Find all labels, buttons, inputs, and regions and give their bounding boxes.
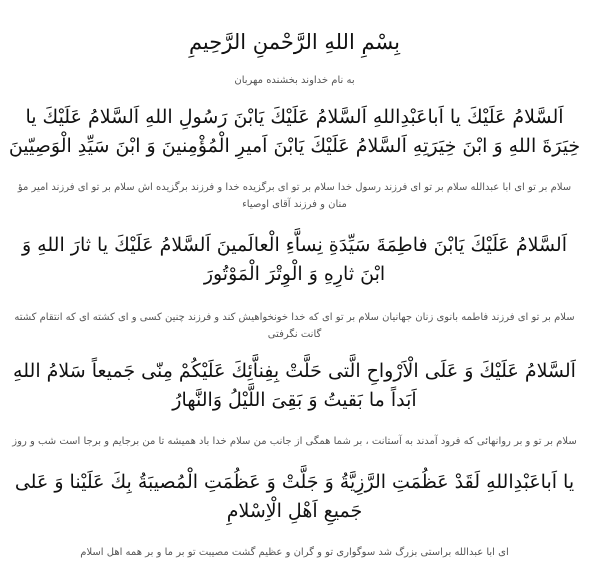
arabic-passage-3: اَلسَّلامُ عَلَيْكَ وَ عَلَى الْاَرْواحِ الَّتى حَلَّتْ بِفِناَّئِكَ عَلَيْكُمْ مِنّى جَميعاً سَلامُ اللهِ اَبَداً ما بَقيتُ وَ بَقِىَ اللَّيْلُ وَالنَّهارُ bbox=[13, 360, 576, 411]
persian-translation-1: سلام بر تو ای ابا عبدالله سلام بر تو ای فرزند رسول خدا سلام بر تو ای برگزیده خدا و فرزند برگزیده اش سلام بر تو ای فرزند امیر مؤ منان و فرزند آقای اوصیاء bbox=[17, 182, 572, 210]
persian-translation-3: سلام بر تو و بر روانهائی که فرود آمدند به آستانت ، بر شما همگی از جانب من سلام خدا باد همیشه تا من برجایم و برجا است شب و روز bbox=[12, 436, 577, 447]
persian-translation-4: ای ابا عبدالله براستی بزرگ شد سوگواری تو و گران و عظیم گشت مصیبت تو بر ما و بر همه اهل اسلام bbox=[80, 547, 509, 558]
arabic-passage-1: اَلسَّلامُ عَلَيْكَ يا اَباعَبْدِاللهِ اَلسَّلامُ عَلَيْكَ يَابْنَ رَسُولِ اللهِ اَلسَّلامُ عَلَيْكَ يا خِيَرَةَ اللهِ وَ ابْنَ خِيَرَتِهِ اَلسَّلامُ عَلَيْكَ يَابْنَ اَميرِ الْمُؤْمِنينَ وَ ابْنَ سَيِّدِ الْوَصِيّينَ bbox=[8, 106, 581, 157]
persian-translation-2: سلام بر تو ای فرزند فاطمه بانوی زنان جهانیان سلام بر تو ای که خدا خونخواهیش کند و فرزند چنین کسی و ای کشته ای که انتقام کشته گانت نگرفتی bbox=[14, 312, 575, 340]
bismillah-heading: بِسْمِ اللهِ الرَّحْمنِ الرَّحِيمِ bbox=[188, 30, 401, 54]
arabic-passage-4: يا اَباعَبْدِاللهِ لَقَدْ عَظُمَتِ الرَّزِيَّةُ وَ جَلَّتْ وَ عَظُمَتِ الْمُصيبَةُ بِكَ عَلَيْنا وَ عَلى جَميعِ اَهْلِ الْاِسْلامِ bbox=[14, 471, 575, 522]
arabic-passage-2: اَلسَّلامُ عَلَيْكَ يَابْنَ فاطِمَةَ سَيِّدَةِ نِساَّءِ الْعالَمينَ اَلسَّلامُ عَلَيْكَ يا ثارَ اللهِ وَ ابْنَ ثارِهِ وَ الْوِتْرَ الْمَوْتُورَ bbox=[21, 234, 568, 285]
bismillah-translation: به نام خداوند بخشنده مهربان bbox=[234, 75, 355, 86]
